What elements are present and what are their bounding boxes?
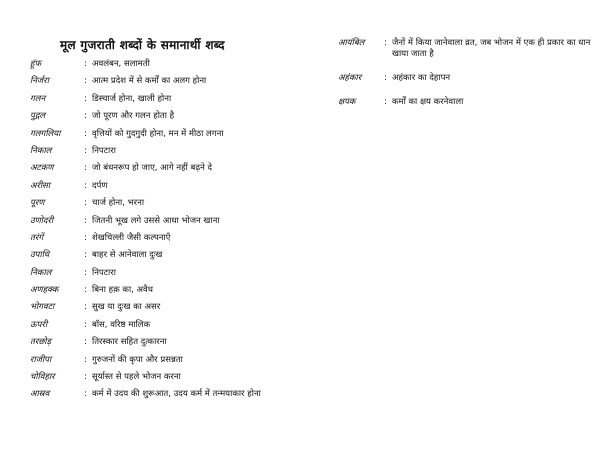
glossary-entry — [30, 198, 290, 215]
glossary-term: तरछोड़ — [30, 337, 52, 348]
glossary-entry — [338, 73, 600, 84]
glossary-definition: जितनी भूख लगे उससे आधा भोजन खाना — [92, 215, 220, 226]
glossary-entry — [30, 163, 290, 180]
glossary-left-column — [30, 59, 290, 407]
term-separator: : — [84, 215, 87, 226]
glossary-entry — [30, 337, 290, 354]
glossary-entry — [30, 302, 290, 319]
glossary-entry — [30, 146, 290, 163]
glossary-definition: अवलंबन, सलामती — [92, 59, 150, 69]
term-separator: : — [384, 97, 387, 107]
glossary-right-column — [338, 38, 600, 121]
page-title: मूल गुजराती शब्दों के समानार्थी शब्द — [60, 38, 225, 52]
term-separator: : — [84, 389, 87, 400]
glossary-entry — [30, 94, 290, 111]
glossary-entry — [30, 76, 290, 93]
term-separator: : — [84, 76, 87, 87]
term-separator: : — [84, 198, 87, 209]
glossary-definition: सूर्यास्त से पहले भोजन करना — [92, 372, 181, 383]
glossary-definition: निपटारा — [92, 145, 116, 156]
glossary-term: निकाल — [30, 145, 52, 156]
glossary-definition: डिस्चार्ज होना, खाली होना — [92, 93, 172, 104]
glossary-term: क्षपक — [338, 97, 356, 107]
glossary-term: उणोदरी — [30, 215, 54, 226]
glossary-entry — [338, 38, 600, 60]
term-separator: : — [84, 232, 87, 243]
glossary-entry — [30, 250, 290, 267]
glossary-definition: निपटारा — [92, 267, 116, 278]
glossary-term: हूंफ — [30, 59, 42, 69]
glossary-definition: आत्म प्रदेश में से कर्मों का अलग होना — [92, 76, 207, 87]
term-separator: : — [84, 250, 87, 261]
glossary-definition: तिरस्कार सहित दुत्कारना — [92, 337, 167, 348]
term-separator: : — [84, 111, 87, 122]
glossary-entry — [30, 59, 290, 76]
term-separator: : — [84, 372, 87, 383]
glossary-definition: कर्म में उदय की शुरूआत, उदय कर्म में तन्मयाकार होना — [92, 389, 261, 400]
glossary-term: अटकण — [30, 163, 54, 174]
glossary-term: निकाल — [30, 267, 52, 278]
glossary-term: उपाधि — [30, 250, 50, 261]
glossary-entry — [30, 320, 290, 337]
term-separator: : — [84, 302, 87, 313]
glossary-entry — [30, 129, 290, 146]
glossary-term: चोविहार — [30, 372, 55, 383]
term-separator: : — [84, 180, 87, 191]
term-separator: : — [84, 337, 87, 348]
glossary-definition: जो बंधनरूप हो जाए, आगे नहीं बढ़ने दे — [92, 163, 213, 174]
term-separator: : — [84, 267, 87, 278]
term-separator: : — [384, 73, 387, 83]
glossary-entry — [30, 111, 290, 128]
glossary-entry — [30, 372, 290, 389]
glossary-definition: वृत्तियों को गुदगुदी होना, मन में मीठा लगना — [92, 128, 224, 139]
glossary-term: गलन — [30, 93, 46, 104]
term-separator: : — [84, 128, 87, 139]
glossary-definition: बॉस, वरिष्ठ मालिक — [92, 319, 151, 330]
glossary-definition: चार्ज होना, भरना — [92, 198, 145, 209]
glossary-term: अणहक्क — [30, 285, 59, 296]
term-separator: : — [84, 93, 87, 104]
glossary-entry — [30, 181, 290, 198]
glossary-entry — [30, 285, 290, 302]
glossary-term: ऊपरी — [30, 319, 48, 330]
glossary-term: पूरण — [30, 198, 45, 209]
glossary-definition: कर्मों का क्षय करनेवाला — [392, 97, 464, 107]
glossary-definition: सुख या दुःख का असर — [92, 302, 161, 313]
glossary-entry — [338, 97, 600, 108]
term-separator: : — [84, 354, 87, 365]
glossary-term: राजीपा — [30, 354, 52, 365]
term-separator: : — [84, 163, 87, 174]
glossary-definition: जो पूरण और गलन होता है — [92, 111, 175, 122]
glossary-definition: बिना हक़ का, अवैध — [92, 285, 154, 296]
glossary-term: पुद्गल — [30, 111, 46, 122]
glossary-entry — [30, 355, 290, 372]
glossary-term: अरीसा — [30, 180, 51, 191]
term-separator: : — [84, 319, 87, 330]
glossary-term: गलगलिया — [30, 128, 61, 139]
glossary-term: अहंकार — [338, 73, 362, 83]
term-separator: : — [384, 38, 387, 48]
glossary-term: निर्जरा — [30, 76, 49, 87]
glossary-entry — [30, 389, 290, 406]
glossary-definition: दर्पण — [92, 180, 108, 191]
glossary-entry — [30, 233, 290, 250]
glossary-definition: बाहर से आनेवाला दुःख — [92, 250, 163, 261]
term-separator: : — [84, 145, 87, 156]
glossary-term: तरंगें — [30, 232, 44, 243]
glossary-term: आयंबिल — [338, 38, 365, 48]
glossary-entry — [30, 216, 290, 233]
glossary-definition: शेखचिल्ली जैसी कल्पनाएँ — [92, 232, 171, 243]
glossary-term: आस्रव — [30, 389, 50, 400]
glossary-term: भोगवटा — [30, 302, 55, 313]
term-separator: : — [84, 59, 87, 69]
glossary-definition: अहंकार का देहापन — [392, 73, 451, 83]
term-separator: : — [84, 285, 87, 296]
glossary-definition: गुरुजनों की कृपा और प्रसन्नता — [92, 354, 183, 365]
glossary-definition: जैनों में किया जानेवाला व्रत, जब भोजन में एक ही प्रकार का धान खाया जाता है — [392, 38, 591, 59]
glossary-entry — [30, 268, 290, 285]
